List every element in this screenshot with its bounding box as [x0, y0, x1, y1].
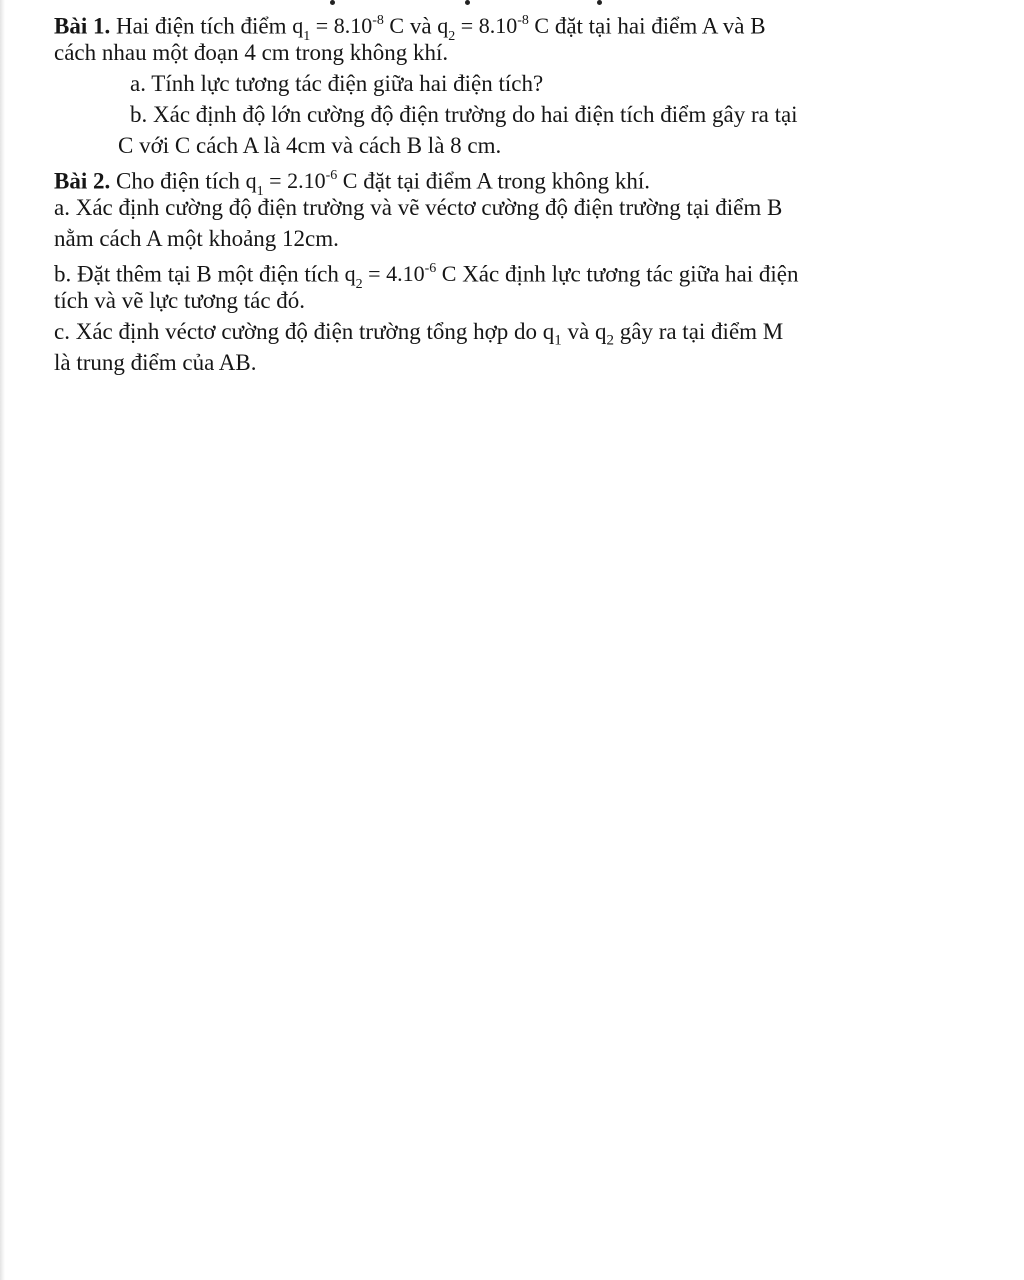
- formula-q1: $q_1 = 8.10^{-8}$ C: [292, 13, 405, 44]
- bai1-title: Bài 1.: [54, 13, 111, 39]
- bai2-question-a-cont: nằm cách A một khoảng 12cm.: [54, 226, 339, 251]
- formula-q2: $q_2 = 4.10^{-6}$ C: [344, 261, 457, 292]
- bai2-intro: Cho điện tích: [115, 168, 240, 194]
- bai2-question-c-cont: là trung điểm của AB.: [54, 350, 257, 375]
- bai2-title: Bài 2.: [54, 168, 111, 194]
- bai2-line-1: [54, 161, 914, 199]
- bai1-question-b-cont: C với C cách A là 4cm và cách B là 8 cm.: [118, 133, 502, 158]
- conjunction: và: [409, 13, 432, 39]
- stray-dot: [465, 0, 470, 5]
- bai2-question-a: a. Xác định cường độ điện trường và vẽ véctơ cường độ điện trường tại điểm B: [54, 195, 783, 220]
- stray-dot: [330, 0, 335, 5]
- bai2-question-b: b. Đặt thêm tại B một điện tích $q_2 = 4.10^{-6}$ C Xác định lực tương tác giữa hai điện: [54, 261, 799, 292]
- formula-q1: $q_1 = 2.10^{-6}$ C: [245, 168, 358, 199]
- stray-dot: [597, 0, 602, 5]
- formula-q2: $q_2 = 8.10^{-8}$ C: [437, 13, 550, 44]
- bai2-question-c: c. Xác định véctơ cường độ điện trường tổng hợp do $q_1$ và $q_2$ gây ra tại điểm M: [54, 319, 784, 349]
- bai1-intro: Hai điện tích điểm: [115, 13, 287, 39]
- document-page: [54, 6, 914, 378]
- page-edge-shadow: [0, 0, 5, 1280]
- bai1-question-b: b. Xác định độ lớn cường độ điện trường do hai điện tích điểm gây ra tại: [130, 102, 798, 127]
- bai2-question-b-cont: tích và vẽ lực tương tác đó.: [54, 288, 306, 313]
- bai1-question-a: a. Tính lực tương tác điện giữa hai điện tích?: [130, 71, 544, 96]
- bai1-intro-end: đặt tại hai điểm A và B: [554, 13, 766, 39]
- bai1-line-2: cách nhau một đoạn 4 cm trong không khí.: [54, 40, 449, 65]
- bai1-line-1: [54, 6, 914, 44]
- bai2-intro-end: đặt tại điểm A trong không khí.: [363, 168, 651, 194]
